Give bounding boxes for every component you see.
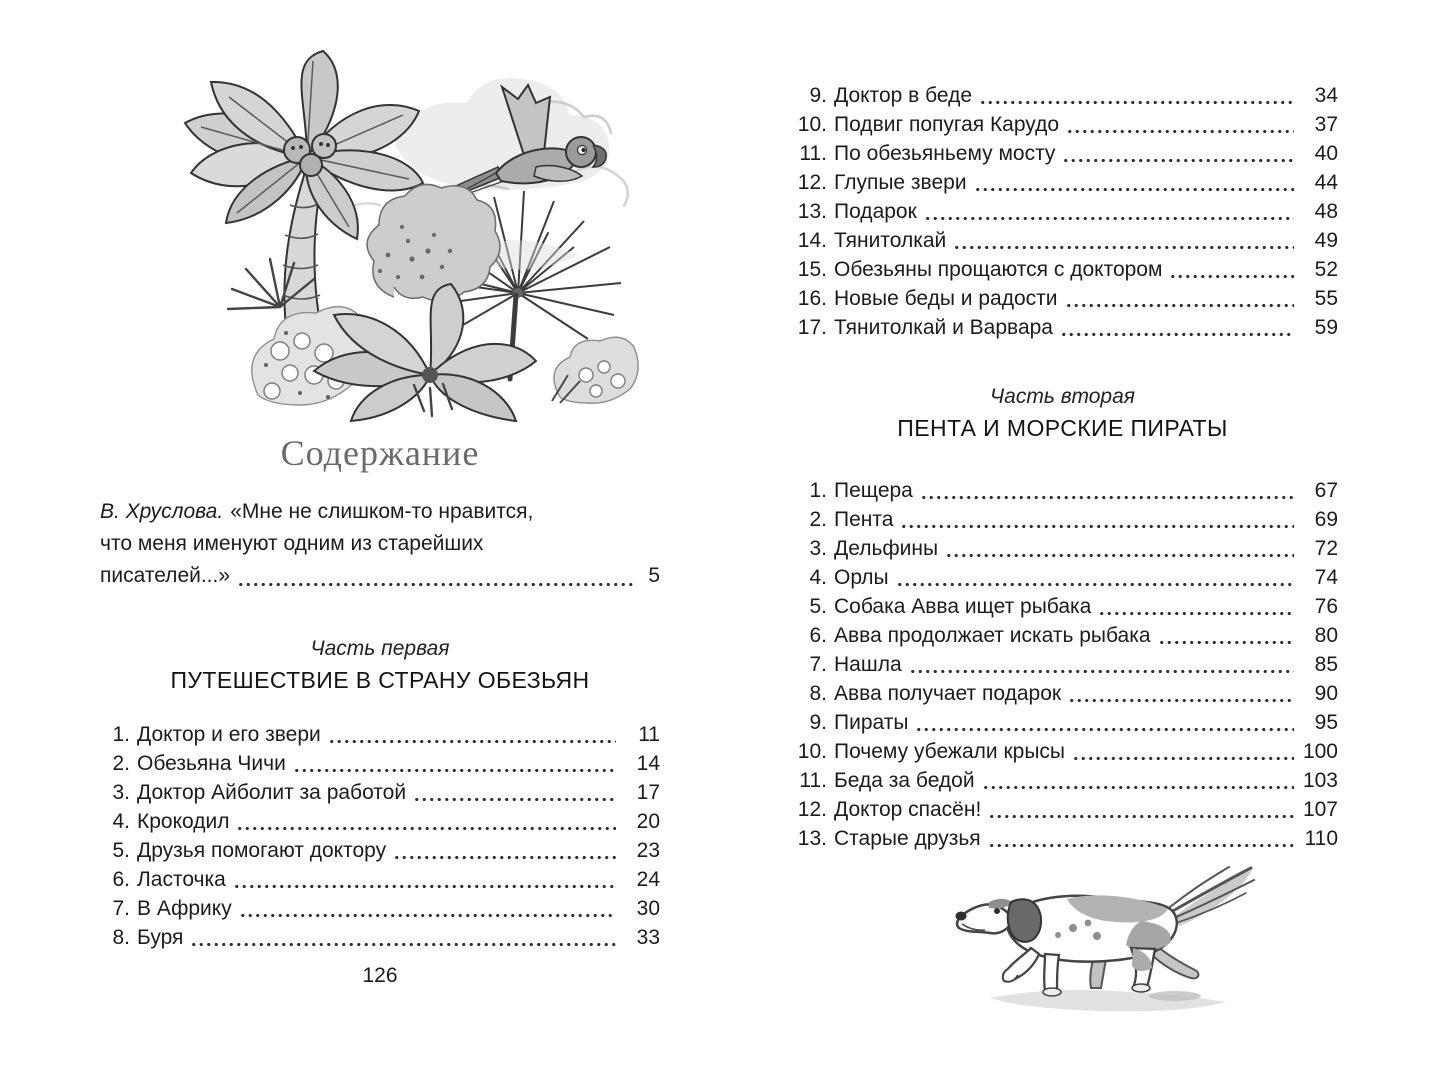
toc-entry-page: 110 [1304, 827, 1338, 850]
toc-entry-page: 55 [1314, 287, 1338, 310]
toc-entry-page: 5 [648, 564, 660, 587]
dot-leader [1169, 274, 1294, 279]
toc-entry-page: 44 [1314, 171, 1338, 194]
toc-entry [787, 313, 1338, 342]
toc-entry-number: 14. [797, 229, 827, 252]
toc-entry-page: 24 [636, 868, 660, 891]
toc-entry-number: 12. [797, 171, 827, 194]
toc-entry-title: Доктор в беде [834, 84, 973, 107]
dot-leader [979, 100, 1294, 105]
dot-leader [190, 942, 616, 947]
toc-entry [787, 110, 1338, 139]
toc-entry-title: Авва продолжает искать рыбака [834, 624, 1151, 647]
toc-entry [100, 778, 660, 807]
intro-line-1 [100, 496, 660, 528]
toc-entry [787, 505, 1338, 534]
dot-leader [1066, 129, 1294, 134]
toc-entry [787, 795, 1338, 824]
toc-entry-number: 9. [809, 711, 827, 734]
toc-entry-number: 7. [112, 897, 130, 920]
toc-entry-page: 85 [1314, 653, 1338, 676]
dot-leader [982, 785, 1294, 790]
toc-entry-page: 90 [1314, 682, 1338, 705]
dot-leader [1065, 303, 1294, 308]
toc-entry-number: 11. [799, 142, 827, 165]
toc-entry-title: Старые друзья [834, 827, 981, 850]
toc-entry-page: 103 [1302, 769, 1338, 792]
toc-entry-number: 2. [112, 752, 130, 775]
toc-entry [787, 737, 1338, 766]
toc-entry-title: Ласточка [137, 868, 226, 891]
toc-entry-title: Пираты [834, 711, 909, 734]
toc-entry-page: 74 [1314, 566, 1338, 589]
toc-entry-number: 3. [809, 537, 827, 560]
dot-leader [1068, 698, 1294, 703]
toc-entry-number: 7. [809, 653, 827, 676]
toc-entry [787, 168, 1338, 197]
dot-leader [237, 582, 636, 587]
dot-leader [293, 768, 616, 773]
toc-entry-number: 13. [797, 827, 827, 850]
toc-entry-number: 3. [112, 781, 130, 804]
toc-entry-number: 4. [809, 566, 827, 589]
toc-entry-page: 107 [1302, 798, 1338, 821]
dot-leader [239, 913, 616, 918]
toc-entry-number: 5. [809, 595, 827, 618]
palm-tree-icon [185, 51, 423, 343]
toc-entry-page: 14 [636, 752, 660, 775]
toc-entry [787, 534, 1338, 563]
toc-entry-title: Глупые звери [834, 171, 967, 194]
toc-entry-title: Нашла [834, 653, 902, 676]
toc-entry-page: 34 [1314, 84, 1338, 107]
intro-line-2: что меня именуют одним из старейших [100, 532, 484, 555]
dot-leader [413, 797, 616, 802]
toc-entry-page: 95 [1314, 711, 1338, 734]
toc-entry [787, 284, 1338, 313]
toc-entry [787, 824, 1338, 853]
toc-entry-title: Авва получает подарок [834, 682, 1062, 705]
toc-intro-entry [100, 496, 660, 592]
part-two-title: ПЕНТА И МОРСКИЕ ПИРАТЫ [897, 415, 1228, 441]
dot-leader [988, 814, 1294, 819]
dot-leader [924, 216, 1294, 221]
toc-entry [787, 563, 1338, 592]
toc-entry-title: Дельфины [834, 537, 939, 560]
dot-leader [236, 826, 616, 831]
toc-entry [100, 894, 660, 923]
toc-entry [787, 255, 1338, 284]
toc-entry-title: Беда за бедой [834, 769, 975, 792]
toc-entry-number: 17. [797, 316, 827, 339]
toc-entry-title: Тянитолкай [834, 229, 947, 252]
toc-entry [100, 749, 660, 778]
dot-leader [953, 245, 1294, 250]
toc-entry-number: 8. [809, 682, 827, 705]
toc-entry-page: 33 [636, 926, 660, 949]
dot-leader [920, 495, 1294, 500]
dot-leader [393, 855, 616, 860]
toc-entry-number: 12. [797, 798, 827, 821]
toc-entry-title: Обезьяны прощаются с доктором [834, 258, 1163, 281]
toc-entry-title: Пещера [834, 479, 913, 502]
toc-entry-title: Подарок [834, 200, 917, 223]
toc-entry-title: Буря [137, 926, 184, 949]
toc-entry-page: 20 [636, 810, 660, 833]
contents-heading: Содержание [280, 433, 480, 473]
intro-quote-start: «Мне не слишком-то нравится, [230, 500, 534, 523]
toc-entry-number: 13. [797, 200, 827, 223]
dot-leader [988, 843, 1294, 848]
toc-entry-title: Крокодил [137, 810, 230, 833]
toc-entry-number: 15. [797, 258, 827, 281]
dot-leader [915, 727, 1294, 732]
toc-entry [787, 139, 1338, 168]
toc-entry-number: 8. [112, 926, 130, 949]
toc-entry-page: 52 [1314, 258, 1338, 281]
toc-entry-page: 11 [638, 723, 660, 746]
toc-entry [787, 592, 1338, 621]
dot-leader [974, 187, 1294, 192]
toc-entry-title: Орлы [834, 566, 889, 589]
flowering-bush-icon [367, 184, 500, 301]
toc-entry-title: Тянитолкай и Варвара [834, 316, 1053, 339]
part-one-list [100, 720, 660, 952]
toc-entry-page: 69 [1314, 508, 1338, 531]
intro-line-3 [100, 560, 660, 592]
toc-entry-title: Друзья помогают доктору [137, 839, 387, 862]
toc-entry-title: Доктор и его звери [137, 723, 321, 746]
toc-entry [100, 807, 660, 836]
toc-entry-title: В Африку [137, 897, 232, 920]
toc-entry-number: 6. [809, 624, 827, 647]
right-shrub-icon [552, 337, 638, 403]
toc-entry [100, 865, 660, 894]
toc-entry-page: 100 [1302, 740, 1338, 763]
toc-entry-number: 16. [797, 287, 827, 310]
intro-quote-end: писателей...» [100, 564, 231, 587]
toc-entry-page: 17 [636, 781, 660, 804]
toc-entry-page: 80 [1314, 624, 1338, 647]
dot-leader [1098, 611, 1294, 616]
toc-entry [787, 650, 1338, 679]
toc-entry [787, 476, 1338, 505]
toc-entry-number: 5. [112, 839, 130, 862]
toc-entry-page: 48 [1314, 200, 1338, 223]
toc-entry-page: 59 [1314, 316, 1338, 339]
toc-entry-number: 4. [112, 810, 130, 833]
dot-leader [328, 739, 616, 744]
toc-entry-page: 49 [1314, 229, 1338, 252]
toc-entry-title: Подвиг попугая Карудо [834, 113, 1060, 136]
toc-entry-title: Собака Авва ищет рыбака [834, 595, 1092, 618]
dot-leader [1060, 332, 1294, 337]
toc-entry-title: Пента [834, 508, 894, 531]
dot-leader [1062, 158, 1294, 163]
intro-author: В. Хруслова. [100, 500, 224, 523]
dot-leader [1072, 756, 1294, 761]
toc-entry-page: 40 [1314, 142, 1338, 165]
running-spotted-dog-illustration [945, 860, 1275, 1020]
toc-entry-number: 10. [797, 740, 827, 763]
toc-entry [100, 923, 660, 952]
toc-entry-page: 76 [1314, 595, 1338, 618]
toc-entry-title: Доктор спасён! [834, 798, 982, 821]
toc-entry-number: 1. [809, 479, 827, 502]
toc-entry-page: 72 [1314, 537, 1338, 560]
toc-entry [787, 679, 1338, 708]
toc-entry-number: 1. [112, 723, 130, 746]
toc-entry-title: По обезьяньему мосту [834, 142, 1056, 165]
toc-entry [100, 836, 660, 865]
dot-leader [909, 669, 1294, 674]
toc-entry-page: 37 [1314, 113, 1338, 136]
toc-entry [787, 708, 1338, 737]
dot-leader [233, 884, 616, 889]
toc-entry-page: 30 [636, 897, 660, 920]
jungle-palms-parrot-illustration [140, 45, 655, 425]
toc-entry [787, 226, 1338, 255]
part-two-kicker: Часть вторая [990, 385, 1135, 408]
dog-icon [956, 867, 1255, 1011]
toc-entry-number: 10. [797, 113, 827, 136]
part-one-continued-list [787, 81, 1338, 342]
toc-entry-page: 67 [1314, 479, 1338, 502]
toc-entry-title: Обезьяна Чичи [137, 752, 286, 775]
toc-entry-page: 23 [636, 839, 660, 862]
toc-entry-number: 9. [809, 84, 827, 107]
dot-leader [900, 524, 1294, 529]
folio-page-number: 126 [362, 964, 398, 987]
toc-entry [787, 81, 1338, 110]
toc-entry-title: Доктор Айболит за работой [137, 781, 407, 804]
part-two-list [787, 476, 1338, 853]
toc-entry-number: 6. [112, 868, 130, 891]
dot-leader [945, 553, 1294, 558]
toc-entry [787, 621, 1338, 650]
part-one-title: ПУТЕШЕСТВИЕ В СТРАНУ ОБЕЗЬЯН [170, 667, 590, 693]
dot-leader [1158, 640, 1294, 645]
dot-leader [896, 582, 1294, 587]
toc-entry [100, 720, 660, 749]
part-one-kicker: Часть первая [310, 637, 450, 660]
toc-entry-title: Почему убежали крысы [834, 740, 1066, 763]
toc-entry-number: 11. [799, 769, 827, 792]
toc-entry-title: Новые беды и радости [834, 287, 1058, 310]
toc-entry [787, 197, 1338, 226]
toc-entry-number: 2. [809, 508, 827, 531]
toc-entry [787, 766, 1338, 795]
